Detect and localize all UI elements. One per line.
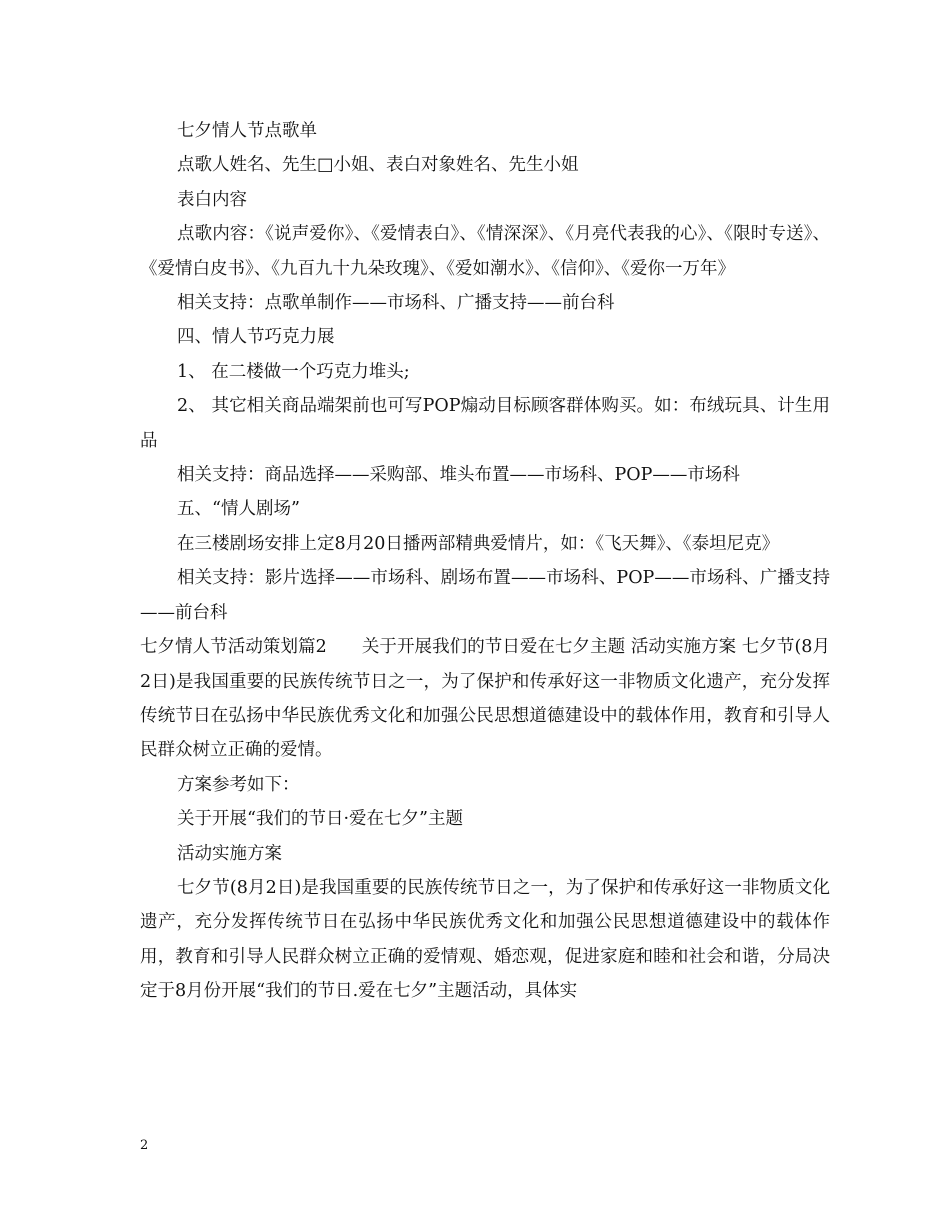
paragraph-theater-schedule: 在三楼剧场安排上定8月20日播两部精典爱情片，如：《飞天舞》、《泰坦尼克》: [177, 533, 780, 554]
paragraph-requester-name: 点歌人姓名、先生□小姐、表白对象姓名、先生小姐: [177, 155, 579, 176]
paragraph-plan-subtitle: 活动实施方案: [177, 843, 282, 864]
page-number: 2: [140, 1138, 149, 1153]
paragraph-plan-title: 关于开展“我们的节日·爱在七夕”主题: [177, 809, 463, 830]
list-item-related-products: 2、 其它相关商品端架前也可写POP煽动目标顾客群体购买。如：布绒玩具、计生用品: [140, 396, 830, 451]
paragraph-chocolate-support: 相关支持：商品选择——采购部、堆头布置——市场科、POP——市场科: [177, 465, 740, 486]
paragraph-song-support: 相关支持：点歌单制作——市场科、广播支持——前台科: [177, 293, 615, 314]
list-item-chocolate-display: 1、 在二楼做一个巧克力堆头;: [177, 361, 410, 382]
paragraph-plan-body: 七夕节(8月2日)是我国重要的民族传统节日之一，为了保护和传承好这一非物质文化遗产，充分发挥传统节日在弘扬中华民族优秀文化和加强公民思想道德建设中的载体作用，教育和引导人民群众树立正确的爱情观、婚恋观，促进家庭和睦和社会和谐，分局决定于8月份开展“我们的节日.爱在七夕”主题活动，具体实: [140, 877, 830, 1002]
document-body: [140, 114, 830, 1009]
section-heading-lover-theater: 五、“情人剧场”: [177, 499, 300, 520]
section-heading-chocolate-show: 四、情人节巧克力展: [177, 327, 335, 348]
paragraph-plan-2-intro: 七夕情人节活动策划篇2 关于开展我们的节日爱在七夕主题 活动实施方案 七夕节(8月2日)是我国重要的民族传统节日之一，为了保护和传承好这一非物质文化遗产，充分发挥传统节日在弘扬中华民族优秀文化和加强公民思想道德建设中的载体作用，教育和引导人民群众树立正确的爱情。: [140, 637, 830, 761]
paragraph-plan-reference: 方案参考如下：: [177, 774, 300, 795]
paragraph-theater-support: 相关支持：影片选择——市场科、剧场布置——市场科、POP——市场科、广播支持——前台科: [140, 568, 830, 623]
paragraph-song-list-title: 七夕情人节点歌单: [177, 121, 317, 141]
paragraph-confession-content: 表白内容: [177, 189, 247, 210]
paragraph-song-content: 点歌内容：《说声爱你》、《爱情表白》、《情深深》、《月亮代表我的心》、《限时专送》、《爱情白皮书》、《九百九十九朵玫瑰》、《爱如潮水》、《信仰》、《爱你一万年》: [140, 224, 830, 279]
